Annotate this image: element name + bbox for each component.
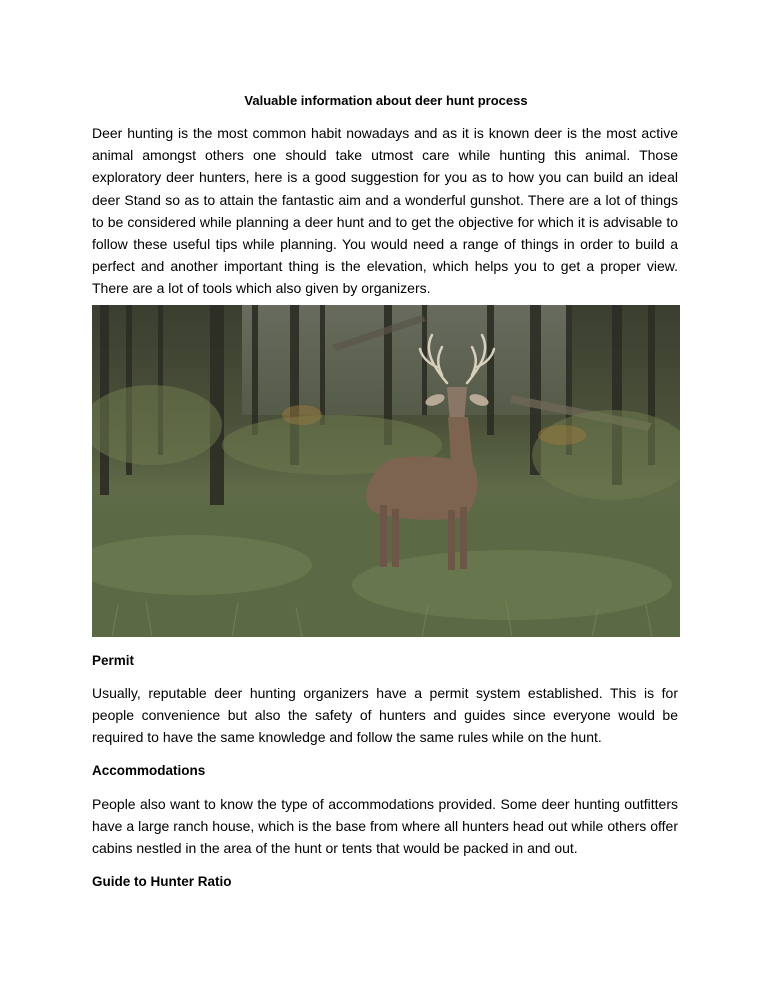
deer-photo [92, 305, 680, 637]
document-title: Valuable information about deer hunt process [244, 93, 528, 108]
section-body-permit: Usually, reputable deer hunting organizers have a permit system established. This is for people convenience but also the safety of hunters and guides since everyone would be required to have the same knowledge and follow the same rules while on the hunt. [92, 685, 678, 746]
intro-paragraph: Deer hunting is the most common habit nowadays and as it is known deer is the most active animal amongst others one should take utmost care while hunting this animal. Those exploratory deer hunters, here is a good suggestion for you as to how you can build an ideal deer Stand so as to attain the fantastic aim and a wonderful gunshot. There are a lot of things to be considered while planning a deer hunt and to get the objective for which it is advisable to follow these useful tips while planning. You would need a range of things in order to build a perfect and another important thing is the elevation, which helps you to get a proper view. There are a lot of tools which also given by organizers. [92, 125, 678, 297]
section-heading-permit: Permit [92, 653, 135, 668]
section-body-accommodations: People also want to know the type of accommodations provided. Some deer hunting outfitters have a large ranch house, which is the base from where all hunters head out while others offer cabins nestled in the area of the hunt or tents that would be packed in and out. [92, 796, 678, 857]
section-heading-guide-ratio: Guide to Hunter Ratio [92, 874, 232, 889]
deer-in-forest-image [92, 305, 680, 637]
section-heading-accommodations: Accommodations [92, 763, 206, 778]
